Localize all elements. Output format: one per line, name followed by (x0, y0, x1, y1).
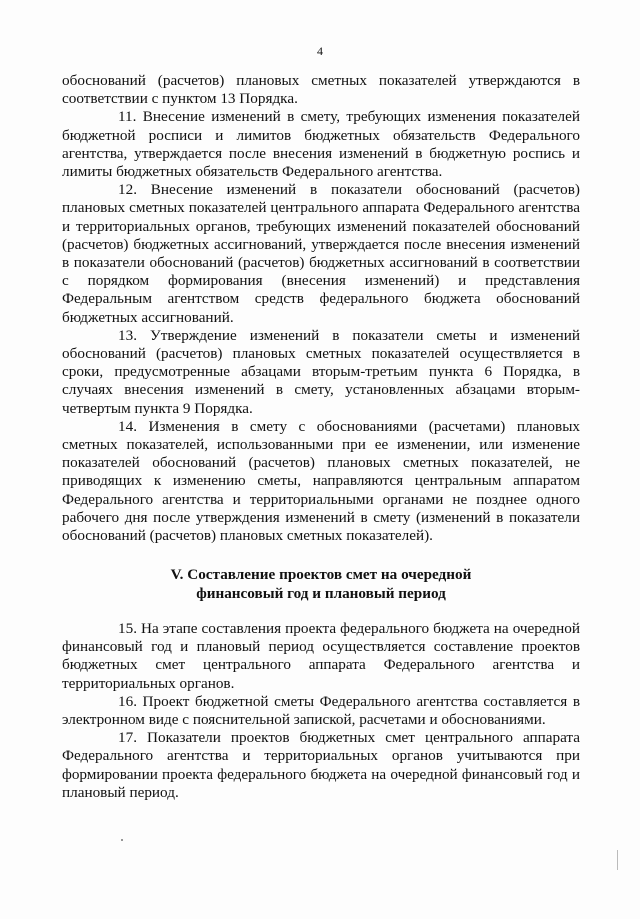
section-heading (62, 566, 580, 603)
section-heading-line-2: финансовый год и плановый период (196, 584, 446, 602)
scan-edge-mark (617, 850, 618, 870)
body-text-block (62, 72, 580, 545)
section-heading-line-1: V. Составление проектов смет на очередной (170, 566, 472, 583)
paragraph-continuation: обоснований (расчетов) плановых сметных показателей утверждаются в соответствии с пунктом 13 Порядка. (62, 72, 580, 108)
paragraph-14: 14. Изменения в смету с обоснованиями (расчетами) плановых сметных показателей, использованными при ее изменении, или изменение показателей обоснований (расчетов) плановых сметных показателей, не приводящих к изменению сметы, направляются центральным аппаратом Федерального агентства и территориальными органами не позднее одного рабочего дня после утверждения изменений в смету (изменений в показатели обоснований (расчетов) плановых сметных показателей). (62, 417, 580, 545)
paragraph-17: 17. Показатели проектов бюджетных смет центрального аппарата Федерального агентства и территориальных органов учитываются при формировании проекта федерального бюджета на очередной финансовый год и плановый период. (62, 729, 580, 801)
paragraph-11: 11. Внесение изменений в смету, требующих изменения показателей бюджетной росписи и лимитов бюджетных обязательств Федерального агентства, утверждается после внесения изменений в бюджетную роспись и лимиты бюджетных обязательств Федерального агентства. (62, 108, 580, 181)
body-text-block-2 (62, 620, 580, 802)
scan-speck (121, 839, 123, 841)
paragraph-16: 16. Проект бюджетной сметы Федерального агентства составляется в электронном виде с пояснительной запиской, расчетами и обоснованиями. (62, 692, 580, 729)
paragraph-13: 13. Утверждение изменений в показатели сметы и изменений обоснований (расчетов) плановых сметных показателей осуществляется в сроки, предусмотренные абзацами вторым-третьим пункта 6 Порядка, в случаях внесения изменений в смету, установленных абзацами вторым-четвертым пункта 9 Порядка. (62, 326, 580, 417)
paragraph-12: 12. Внесение изменений в показатели обоснований (расчетов) плановых сметных показателей центрального аппарата Федерального агентства и территориальных органов, требующих изменений показателей обоснований (расчетов) бюджетных ассигнований, утверждается после внесения изменений в показатели обоснований (расчетов) бюджетных ассигнований в соответствии с порядком формирования (внесения изменений) и представления Федеральным агентством средств федерального бюджета обоснований бюджетных ассигнований. (62, 181, 580, 326)
paragraph-15: 15. На этапе составления проекта федерального бюджета на очередной финансовый год и плановый период осуществляется составление проектов бюджетных смет центрального аппарата Федерального агентства и территориальных органов. (62, 620, 580, 692)
page-number: 4 (317, 44, 323, 58)
